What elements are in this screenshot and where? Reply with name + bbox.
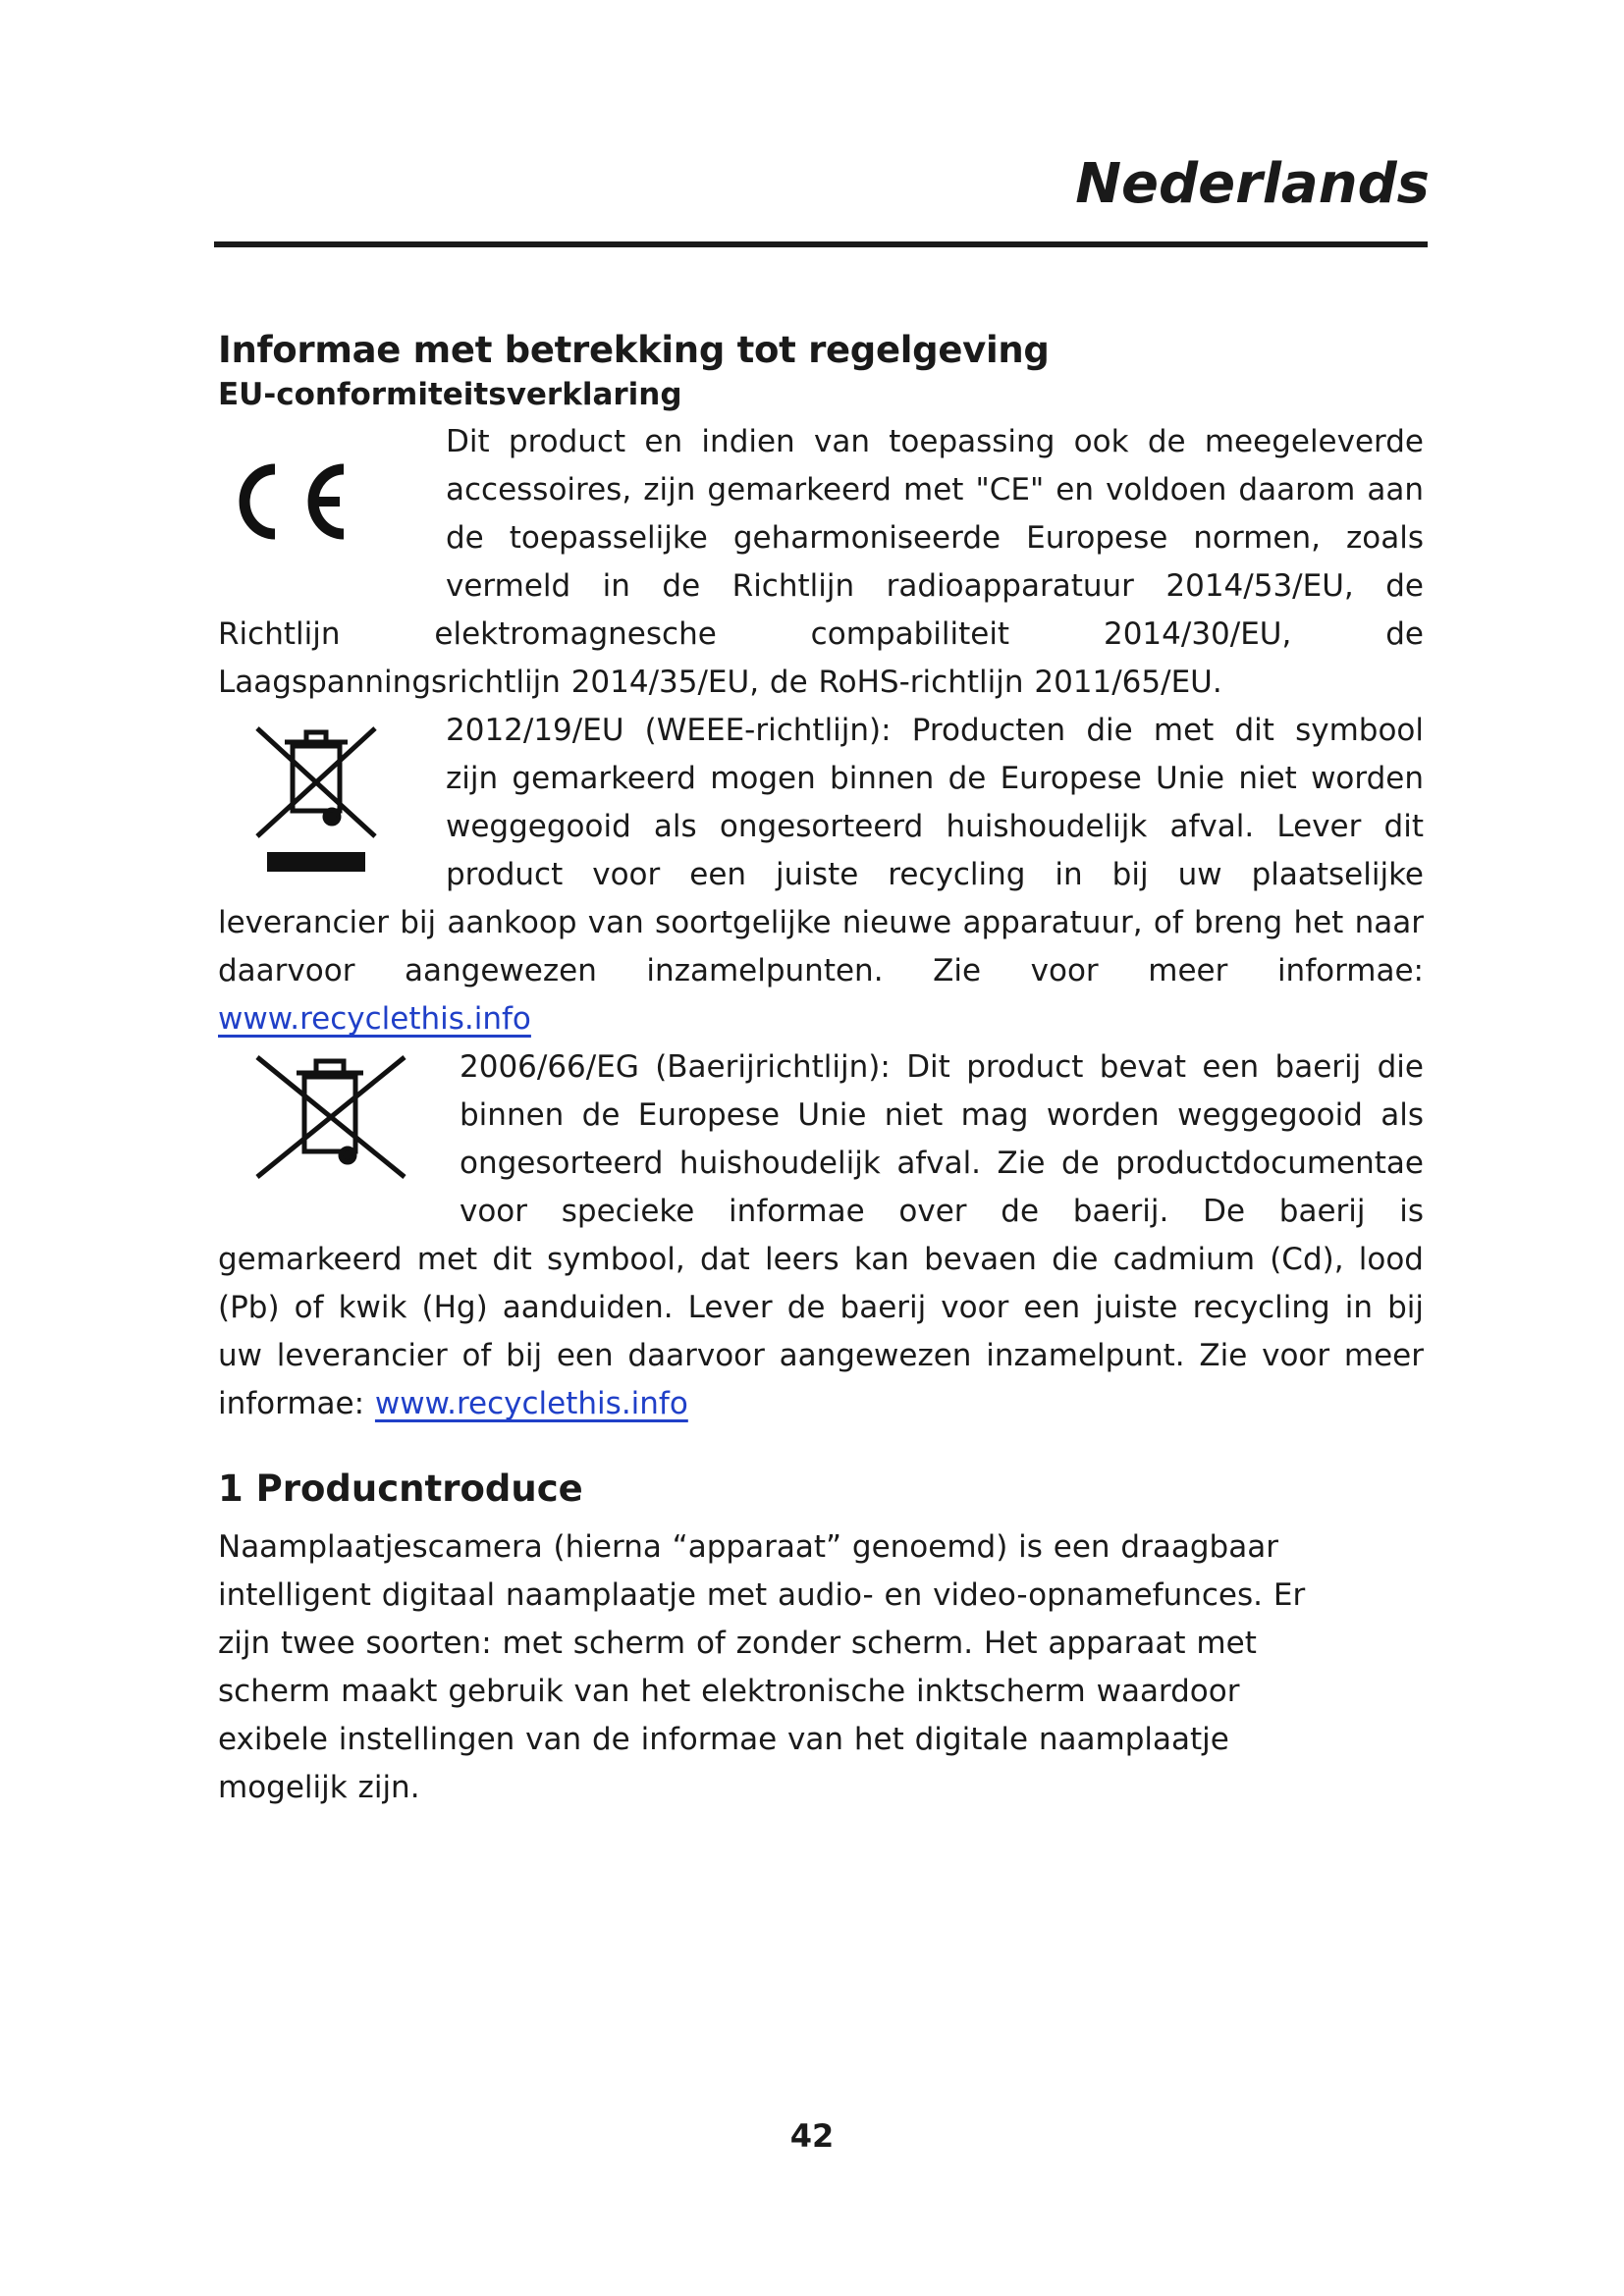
weee-recycle-link[interactable]: www.recyclethis.info bbox=[218, 1001, 531, 1037]
battery-recycle-link[interactable]: www.recyclethis.info bbox=[374, 1386, 688, 1421]
regulatory-title: Informae met betrekking tot regelgeving bbox=[218, 329, 1050, 371]
battery-text-body: 2006/66/EG (Baerijrichtlijn): Dit product bevat een baerij die binnen de Europese Unie niet mag worden weggegooid als ongesorteerd huishoudelijk afval. Zie de productdocumentae voor specieke informae over de baerij. De baerij is gemarkeerd met dit symbool, dat leers kan bevaen die cadmium (Cd), lood (Pb) of kwik (Hg) aanduiden. Lever de baerij voor een juiste recycling in bij uw leverancier of bij een daarvoor aangewezen inzamelpunt. Zie voor meer informae: bbox=[218, 1049, 1424, 1421]
page-number: 42 bbox=[789, 2117, 835, 2155]
header-rule bbox=[214, 241, 1428, 247]
intro-title: 1 Producntroduce bbox=[218, 1468, 583, 1510]
ce-text: Dit product en indien van toepassing ook de meegeleverde accessoires, zijn gemarkeerd met "CE" en voldoen daarom aan de toepasselijke geharmoniseerde Europese normen, zoals vermeld in de Richtlijn radioapparatuur 2014/53/EU, de Richtlijn elektromagnesche compabiliteit 2014/30/EU, de Laagspanningsrichtlijn 2014/35/EU, de RoHS-richtlijn 2011/65/EU. bbox=[218, 424, 1424, 700]
weee-bin-icon bbox=[218, 707, 446, 899]
eu-declaration-heading: EU-conformiteitsverklaring bbox=[218, 377, 682, 412]
ce-mark-icon bbox=[218, 418, 446, 565]
battery-bin-icon bbox=[218, 1043, 460, 1236]
battery-section bbox=[218, 1043, 1424, 1428]
weee-text-body: 2012/19/EU (WEEE-richtlijn): Producten die met dit symbool zijn gemarkeerd mogen binnen de Europese Unie niet worden weggegooid als ongesorteerd huishoudelijk afval. Lever dit product voor een juiste recycling in bij uw plaatselijke leverancier bij aankoop van soortgelijke nieuwe apparatuur, of breng het naar daarvoor aangewezen inzamelpunten. Zie voor meer informae: bbox=[218, 713, 1424, 988]
page-content bbox=[218, 329, 1424, 1812]
weee-section bbox=[218, 707, 1424, 1043]
ce-section bbox=[218, 418, 1424, 707]
intro-text: Naamplaatjescamera (hierna “apparaat” genoemd) is een draagbaar intelligent digitaal naamplaatje met audio- en video-opnamefunces. Er zijn twee soorten: met scherm of zonder scherm. Het apparaat met scherm maakt gebruik van het elektronische inktscherm waardoor exibele instellingen van de informae van het digitale naamplaatje mogelijk zijn. bbox=[218, 1529, 1306, 1805]
language-title: Nederlands bbox=[1075, 152, 1430, 216]
